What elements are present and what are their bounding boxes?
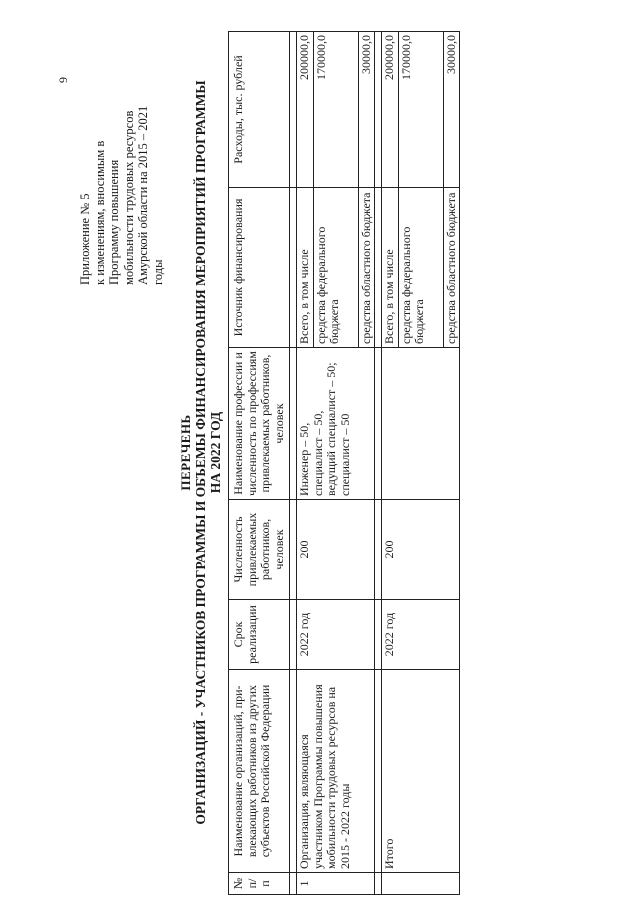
header-organization: Наименование организаций, при- влекающих работников из других субъектов Российской Федерации	[229, 670, 290, 873]
total-professions-cell	[382, 348, 460, 500]
header-professions: Наименование профессии и численность по профессиям привлекаемых работников, человек	[229, 348, 290, 500]
expense-federal: 170000,0	[313, 32, 358, 188]
appendix-line: к изменениям, вносимым в	[92, 140, 107, 285]
total-expense-federal: 170000,0	[398, 32, 443, 188]
profession-item: специалист – 50,	[310, 410, 325, 496]
document-title	[178, 0, 223, 905]
total-term: 2022 год	[382, 600, 460, 670]
total-expense-regional: 30000,0	[443, 32, 460, 188]
total-count: 200	[382, 500, 460, 600]
title-line-2: ОРГАНИЗАЦИЙ - УЧАСТНИКОВ ПРОГРАММЫ И ОБЪЕМЫ ФИНАНСИРОВАНИЯ МЕРОПРИЯТИЙ ПРОГРАММЫ	[193, 80, 208, 825]
profession-item: специалист – 50	[337, 413, 352, 496]
row-count: 200	[297, 500, 375, 600]
source-federal: средства федерального бюджета	[313, 188, 358, 348]
row-organization: Организация, являющаяся участником Программы повышения мобильности трудовых ресурсов на 2015 - 2022 годы	[297, 670, 375, 873]
total-num-cell	[382, 873, 460, 895]
appendix-note	[78, 25, 166, 285]
source-total: Всего, в том числе	[297, 188, 314, 348]
row-term: 2022 год	[297, 600, 375, 670]
title-line-1: ПЕРЕЧЕНЬ	[178, 414, 193, 491]
row-num: 1	[297, 873, 375, 895]
table-spacer-row	[290, 32, 297, 895]
appendix-line: Программу повышения	[107, 159, 122, 285]
participants-table	[228, 31, 460, 895]
total-source-federal: средства федерального бюджета	[398, 188, 443, 348]
appendix-line: мобильности трудовых ресурсов	[121, 110, 136, 285]
expense-regional: 30000,0	[358, 32, 375, 188]
table-header-row	[229, 32, 290, 895]
total-expense-total: 200000,0	[382, 32, 399, 188]
table-row	[382, 32, 399, 895]
source-regional: средства областного бюджета	[358, 188, 375, 348]
table-row	[297, 32, 314, 895]
header-count: Численность привлекаемых работников, человек	[229, 500, 290, 600]
profession-item: Инженер – 50,	[297, 422, 311, 496]
page-number: 9	[56, 77, 70, 83]
appendix-line: Амурской области на 2015 – 2021	[136, 105, 151, 285]
expense-total: 200000,0	[297, 32, 314, 188]
header-num: № п/п	[229, 873, 290, 895]
appendix-line: Приложение № 5	[78, 193, 92, 285]
row-professions	[297, 348, 375, 500]
profession-item: ведущий специалист – 50;	[324, 362, 338, 496]
total-label: Итого	[382, 670, 460, 873]
title-line-3: НА 2022 ГОД	[208, 411, 223, 494]
total-source-regional: средства областного бюджета	[443, 188, 460, 348]
table-spacer-row	[375, 32, 382, 895]
header-term: Срок реализации	[229, 600, 290, 670]
appendix-line: годы	[150, 259, 165, 285]
header-source: Источник финансирования	[229, 188, 290, 348]
header-expenses: Расходы, тыс. рублей	[229, 32, 290, 188]
total-source-total: Всего, в том числе	[382, 188, 399, 348]
